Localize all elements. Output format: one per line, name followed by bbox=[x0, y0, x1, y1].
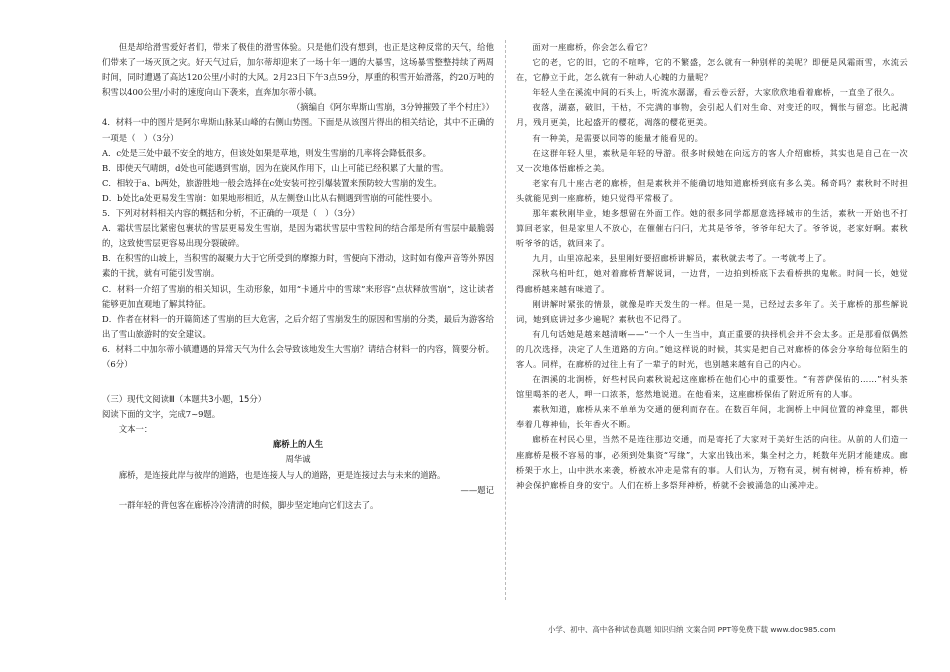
right-column bbox=[516, 40, 908, 493]
material-source: （摘编自《阿尔卑斯山雪崩，3分钟摧毁了半个村庄》） bbox=[291, 102, 494, 113]
question-4-option-d: D．b处比a处更易发生雪崩：如果地形相近，从左侧登山比从右侧遇到雪崩的可能性要小。 bbox=[102, 192, 438, 203]
article-paragraph: 有一种美，是需要以同等的能量才能看见的。 bbox=[532, 132, 704, 143]
article-paragraph: 那年素秋刚毕业，她多想留在外面工作。她的很多同学都愿意选择城市的生活，素秋一开始也不打算回老家，但是家里人不放心，在催催右闩闩，尤其是爷爷，爷爷年纪大了。爷爷说，老家好啊。素秋听爷爷的话，就回来了。 bbox=[516, 208, 908, 249]
question-4: 4．材料一中的图片是阿尔卑斯山脉某山峰的右侧山势图。下面是从该图片得出的相关结论，其中不正确的一项是（ ）（3分） bbox=[102, 117, 494, 143]
article-paragraph: 在这群年轻人里，素秋是年轻的导游。很多时候她在向远方的客人介绍廊桥，其实也是自己在一次又一次地体悟廊桥之美。 bbox=[516, 147, 908, 173]
article-paragraph: 有几句话她是越来越清晰——“一个人一生当中，真正重要的抉择机会并不会太多。正是那看似偶然的几次选择，决定了人生道路的方向。”她这样说的时候，其实是把自己对廊桥的体会分享给每位陌生的客人。同样，在廊桥的过往上有了一辈子的时光，也别越来越有自己的内心。 bbox=[516, 328, 908, 369]
question-5-option-b: B．在积雪的山坡上，当积雪的凝聚力大于它所受到的摩擦力时，雪便向下滑动，这时如有像声音等外界因素的干扰，就有可能引发雪崩。 bbox=[102, 253, 494, 279]
article-paragraph: 夜落，湖嘉，破旧，干枯，不完满的事物，会引起人们对生命、对变迁的叹，惆怅与留恋。比起满月，残月更美，比起盛开的樱花，凋落的樱花更美。 bbox=[516, 102, 908, 128]
article-paragraph: 一群年轻的背包客在廊桥冷冷清清的时候，脚步坚定地向它们这去了。 bbox=[118, 499, 379, 510]
article-paragraph: 年轻人坐在溪流中间的石头上，听流水潺潺，看云卷云舒，大家欣欣地看着廊桥，一直坐了很久。 bbox=[532, 87, 900, 98]
article-author: 周华诚 bbox=[285, 454, 311, 465]
article-paragraph: 素秋知道，廊桥从来不单单为交通的便利而存在。在数百年间，北涧桥上中间位置的神龛里，都供奉着几尊神仙，长年香火不断。 bbox=[516, 404, 908, 430]
reading-instruction: 阅读下面的文字，完成7~9题。 bbox=[102, 409, 221, 420]
epigraph-source: ——题记 bbox=[460, 484, 494, 495]
article-paragraph: 刚讲解时紧张的情景，就像是昨天发生的一样。但是一晃，已经过去多年了。关于廊桥的那些解说词，她到底讲过多少遍呢？素秋也不记得了。 bbox=[516, 298, 908, 324]
question-4-option-b: B．即使天气晴朗，d处也可能遇到雪崩，因为在旋风作用下，山上可能已经积累了大量的雪。 bbox=[102, 162, 449, 173]
page-footer: 小学、初中、高中各种试卷真题 知识归纳 文案合同 PPT等免费下载 www.doc985.com bbox=[548, 625, 836, 634]
article-paragraph: 深秋乌桕叶红，她对着廊桥背解说词，一边背，一边拍到桥底下去看桥拱的鬼帐。时间一长，她觉得廊桥越来越有味道了。 bbox=[516, 268, 908, 294]
text-one-label: 文本一： bbox=[118, 424, 153, 435]
left-column bbox=[102, 40, 494, 513]
question-4-option-c: C．相较于a、b两处，旅游胜地一般会选择在c处安装可控引爆装置来预防较大雪崩的发生。 bbox=[102, 177, 442, 188]
article-paragraph: 老家有几十座古老的廊桥，但是素秋并不能确切地知道廊桥到底有多么美。稀奇吗？素秋时不时担头就能见到一座廊桥，她只觉得平常极了。 bbox=[516, 177, 908, 203]
question-5-option-c: C．材料一介绍了雪崩的相关知识，生动形象，如用“卡通片中的雪球”来形容“点状释放雪崩”，这让读者能够更加直观地了解其特征。 bbox=[102, 283, 494, 309]
question-4-option-a: A．c处是三处中最不安全的地方，但该处如果是草地，则发生雪崩的几率将会降低很多。 bbox=[102, 147, 431, 158]
question-5: 5．下列对材料相关内容的概括和分析，不正确的一项是（ ）（3分） bbox=[102, 208, 360, 219]
question-5-option-a: A．霜状雪层比紧密包裹状的雪层更易发生雪崩，是因为霜状雪层中雪粒间的结合部是所有雪层中最脆弱的，这致使雪层更容易出现分裂破碎。 bbox=[102, 223, 494, 249]
article-paragraph: 九月，山里凉起来，县里刚好要招廊桥讲解员，素秋就去考了。一考就考上了。 bbox=[532, 253, 832, 264]
question-6: 6．材料二中加尔蒂小镇遭遇的异常天气为什么会导致该地发生大雪崩？请结合材料一的内容，简要分析。（6分） bbox=[102, 343, 494, 369]
article-paragraph: 廊桥在村民心里，当然不是连往那边交通，而是寄托了大家对于美好生活的向往。从前的人们造一座廊桥是极不容易的事，必须到处集资“写缘”，大家出钱出米，集全村之力，耗数年光阴才能建成。廊桥架于水上，山中洪水来袭，桥被水冲走是常有的事。人们认为，万物有灵，树有树神，桥有桥神，桥神会保护廊桥自身的安宁。人们在桥上多祭拜神桥，桥就不会被涌急的山溪冲走。 bbox=[516, 434, 908, 490]
column-divider bbox=[505, 40, 506, 600]
section-heading: （三）现代文阅读Ⅲ（本题共3小题，15分） bbox=[102, 394, 267, 405]
article-paragraph: 在泗溪的北涧桥，好些村民向素秋说起这座廊桥在他们心中的重要性。“有菩萨保佑的……”村头茶馆里喝茶的老人，呷一口浓茶，悠然地说道。在他看来，这座廊桥保佑了附近所有的人事。 bbox=[516, 374, 908, 400]
question-5-option-d: D．作者在材料一的开篇简述了雪崩的巨大危害，之后介绍了雪崩发生的原因和雪崩的分类，最后为游客给出了雪山旅游时的安全建议。 bbox=[102, 313, 494, 339]
article-title: 廊桥上的人生 bbox=[272, 439, 324, 450]
epigraph: 廊桥，是连接此岸与彼岸的道路，也是连接人与人的道路，更是连接过去与未来的道路。 bbox=[118, 469, 446, 480]
article-paragraph: 它的老，它的旧，它的不喧哗，它的不繁盛，怎么就有一种别样的美呢？即便是风霜雨雪，水流云在，它静立于此，怎么就有一种动人心魄的力量呢？ bbox=[516, 57, 908, 83]
material-paragraph: 但是却给滑雪爱好者们，带来了极佳的滑雪体验。只是他们没有想到，也正是这种反常的天气，给他们带来了一场灭顶之灾。好天气过后，加尔蒂却迎来了一场十年一遇的大暴雪，这场暴雪整整持续了两周时间，同时遭遇了高达120公里/小时的大风。2月23日下午3点59分，厚重的积雪开始滑落，约20万吨的积雪以400公里/小时的速度向山下袭来，直奔加尔蒂小镇。 bbox=[102, 42, 494, 98]
article-paragraph: 面对一座廊桥，你会怎么看它？ bbox=[532, 42, 652, 52]
